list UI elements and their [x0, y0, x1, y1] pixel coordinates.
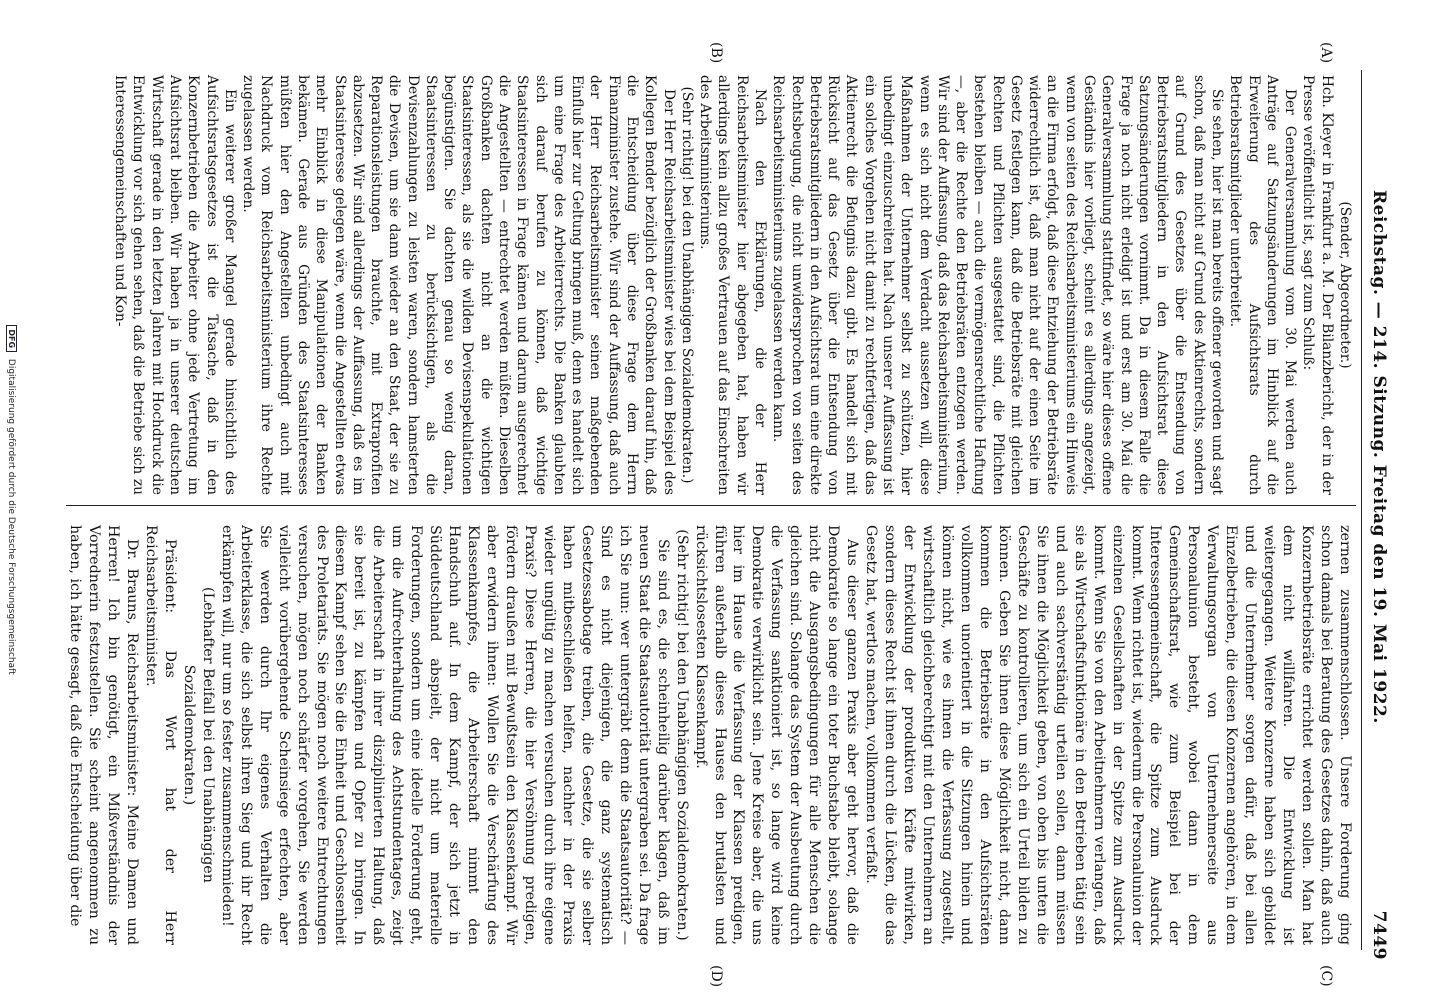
- quote-paragraph: Der Generalversammlung vom 30. Mai werden auch Anträge auf Satzungsänderungen im Hinblick auf die Erweiterung des Aufsichtsrats durch Betriebsratsmitglieder unterbreitet.: [1227, 75, 1299, 495]
- president-remark: Präsident: Das Wort hat der Herr Reichsarbeitsminister.: [142, 525, 178, 945]
- footer-text: Digitalisierung gefördert durch die Deutsche Forschungsgemeinschaft: [6, 358, 16, 675]
- dfg-logo: DFG: [6, 325, 17, 352]
- paragraph: Ein weiterer großer Mangel gerade hinsichtlich des Aufsichtsratsgesetzes ist die Tatsache, daß in den Konzernbetrieben die Arbeiter ohne jede Vertretung im Aufsichtsrat bleiben. Wir haben ja in unserer deutschen Wirtschaft gerade in den letzten Jahren mit Hochdruck die Entwicklung vor sich gehen sehen, daß die Betriebe sich zu Interessengemeinschaften und Kon-: [112, 75, 238, 495]
- paragraph: zernen zusammenschlossen. Unsere Forderung ging schon damals bei Beratung des Gesetzes dahin, daß auch Konzernbetriebsräte errichtet werden sollen. Man hat dem nicht willfahren. Die Entwicklung ist weitergegangen. Weitere Konzerne haben sich gebildet und die Unternehmer sorgen dafür, daß bei allen Einzelbetrieben, die diesen Konzernen angehören, in dem Verwaltungsorgan von Unternehmerseite aus Personalunion besteht, wobei dann in dem Gemeinschaftsrat, wie zum Beispiel bei der Interessengemeinschaft, die Spitze zum Ausdruck kommt. Wenn richtet ist, wiederum die Personalunion der einzelnen Gesellschaften in der Spitze zum Ausdruck kommt. Wenn Sie von den Arbeitnehmern verlangen, daß sie als Wirtschaftsfunktionäre in den Betrieben tätig sein und auch sachverständig urteilen sollen, dann müssen Sie ihnen die Möglichkeit geben, von oben bis unten die Geschäfte zu kontrollieren, um sich ein Urteil bilden zu können. Geben Sie ihnen diese Möglichkeit nicht, dann kommen die Betriebsräte in den Aufsichtsräten vollkommen unorientiert in die Sitzungen hinein und können nicht, wie es ihnen die Verfassung zugestellt, wirtschaftlich gleichberechtigt mit den Unternehmern an der Entwicklung der produktiven Kräfte mitwirken, sondern dieses Recht ist ihnen durch die Lücken, die das Gesetz hat, wertlos machen, vollkommen verfaßt.: [863, 525, 1353, 945]
- margin-label-b: (B): [708, 42, 724, 64]
- margin-label-d: (D): [708, 965, 724, 988]
- paragraph: Der Herr Reichsarbeitsminister wies bei dem Beispiel des Kollegen Bender bezüglich der Großbanken darauf hin, daß die Entscheidung über diese Frage dem Herrn Finanzminister zustehe. Wir sind der Auffassung, daß auch der Herr Reichsarbeitsminister seinen maßgebenden Einfluß hier zur Geltung bringen muß, denn es handelt sich um eine Frage des Arbeiterrechts. Die Banken glaubten sich darauf berufen zu können, daß wichtige Staatsinteressen in Frage kämen und darum ausgerechnet die Angestellten — entrechtet werden müßten. Dieselben Großbanken dachten nicht an die wichtigen Staatsinteressen, als sie die wilden Devisenspekulationen begünstigten. Sie dachten genau so wenig daran, Staatsinteressen zu berücksichtigen, als die Devisenzahlungen zu leisten waren, sondern hamsterten die Devisen, um sie dann wieder an den Staat, der sie zu Reparationsleistungen brauchte, mit Extraprofiten abzusetzen. Wir sind allerdings der Auffassung, daß es im Staatsinteresse gelegen wäre, wenn die Angestellten etwas mehr Einblick in diese Manipulationen der Banken bekämen. Gerade aus Gründen des Staatsinteresses müßten hier den Angestellten unbedingt auch mit Nachdruck vom Reichsarbeitsministerium ihre Rechte zugelassen werden.: [240, 75, 677, 495]
- interjection: (Sehr richtig! bei den Unabhängigen Sozialdemokraten.): [678, 86, 695, 484]
- left-column: [111, 75, 1354, 495]
- page-number: 7449: [1369, 910, 1389, 960]
- paragraph: Aus dieser ganzen Praxis aber geht hervor, daß die Demokratie so lange ein toter Buchstabe bleibt, solange nicht die Ausgangsbedingungen für alle Menschen die gleichen sind. Solange das System der Ausbeutung durch die Verfassung sanktioniert ist, so lange wird keine Demokratie verwirklicht sein. Jene Kreise aber, die uns hier im Hause die Verfassung der Klassen predigen, führen außerhalb dieses Hauses den brutalsten und rücksichtslosesten Klassenkampf.: [692, 525, 861, 945]
- interjection: (Sehr richtig! bei den Unabhängigen Sozialdemokraten.): [673, 529, 690, 941]
- digitization-footer: [6, 0, 17, 1000]
- minister-speech: Dr. Brauns, Reichsarbeitsminister: Meine Damen und Herren! Ich bin genötigt, ein Mißverständnis der Vorrednerin festzustellen. Sie scheint angenommen zu haben, ich hätte gesagt, daß die Entscheidung über die: [67, 525, 140, 945]
- right-column: [65, 525, 1354, 945]
- header-rule: [1361, 70, 1362, 950]
- running-title: Reichstag. — 214. Sitzung. Freitag den 19. Mai 1922.: [1369, 190, 1389, 724]
- paragraph: Sie sind es, die scheinheilig darüber klagen, daß im neuen Staat die Staatsautorität untergraben sei. Da frage ich Sie nun: wer untergräbt denn die Staatsautorität? — Sind es nicht diejenigen, die ganz systematisch Gesetzessabotage treiben, die Gesetze, die sie selber haben mitbeschließen helfen, nachher in der Praxis wieder ungültig zu machen versuchen durch ihre eigene Praxis? Diese Herren, die hier Versöhnung predigen, fördern draußen mit Bewußtsein den Klassenkampf. Wir aber erwidern ihnen: Wollen Sie die Verschärfung des Klassenkampfes, die Arbeiterschaft nimmt den Handschuh auf. In dem Kampf, der sich jetzt in Süddeutschland abspielt, der nicht um materielle Forderungen, sondern um eine ideelle Forderung geht, um die Aufrechterhaltung des Achtstundentages, zeigt die Arbeiterschaft in ihrer disziplinierten Haltung, daß sie bereit ist, zu kämpfen und Opfer zu bringen. In diesem Kampf sehen Sie die Einheit und Geschlossenheit des Proletariats. Sie mögen noch weitere Entrechtungen versuchen, mögen noch schärfer vorgehen, Sie werden vielleicht vorübergehende Scheinsiege erfechten, aber Sie werden durch Ihr eigenes Verhalten die Arbeiterklasse, die sich selbst ihren Sieg und ihr Recht erkämpfen will, nur um so fester zusammenschmieden!: [218, 525, 671, 945]
- paragraph: Hch. Kleyer in Frankfurt a. M. Der Bilanzbericht, der in der Presse veröffentlicht ist, sagt zum Schluß:: [1300, 75, 1335, 495]
- margin-label-a: (A): [1318, 42, 1334, 64]
- paragraph: Nach den Erklärungen, die der Herr Reichsarbeitsminister hier abgegeben hat, haben wir allerdings kein allzu großes Vertrauen auf das Einschreiten des Arbeitsministeriums.: [697, 75, 768, 495]
- margin-label-c: (C): [1318, 965, 1334, 987]
- column-divider: [66, 505, 1356, 506]
- interjection: (Lebhafter Beifall bei den Unabhängigen Sozialdemokraten.): [180, 587, 216, 883]
- paragraph: Sie sehen, hier ist man bereits offener geworden und sagt schon, daß man nicht auf Grund des Aktienrechts, sondern auf Grund des Gesetzes über die Entsendung von Betriebsratsmitgliedern in den Aufsichtsrat diese Satzungsänderungen vornimmt. Da in diesem Falle die Frage ja noch nicht erledigt ist und erst am 30. Mai die Generalversammlung stattfindet, so wäre hier dieses offene Geständnis hier vorliegt, scheint es allerdings angezeigt, wenn von seiten des Reichsarbeitsministeriums ein Hinweis an die Firma erfolgt, daß diese Entziehung der Betriebsräte widerrechtlich ist, daß man nicht auf der einen Seite im Gesetz festlegen kann, daß die Betriebsräte mit gleichen Rechten und Pflichten ausgestattet sind, die Pflichten bestehen bleiben — auch die vermögensrechtliche Haftung —, aber die Rechte den Betriebsräten entzogen werden. Wir sind der Auffassung, daß das Reichsarbeitsministerium, wenn es sich nicht dem Verdacht aussetzen will, diese Maßnahmen der Unternehmer selbst zu schützen, hier unbedingt einzuschreiten hat. Nach unserer Auffassung ist ein solches Vorgehen nicht damit zu rechtfertigen, daß das Aktienrecht die Befugnis dazu gibt. Es handelt sich mit Rücksicht auf das Gesetz über die Entsendung von Betriebsratsmitgliedern in den Aufsichtsrat um eine direkte Rechtsbeugung, die nicht unwidersprochen von seiten des Reichsarbeitsministeriums zugelassen werden kann.: [770, 75, 1226, 495]
- page-header: [1365, 30, 1389, 970]
- speaker-label: (Sender, Abgeordneter.): [1337, 201, 1353, 369]
